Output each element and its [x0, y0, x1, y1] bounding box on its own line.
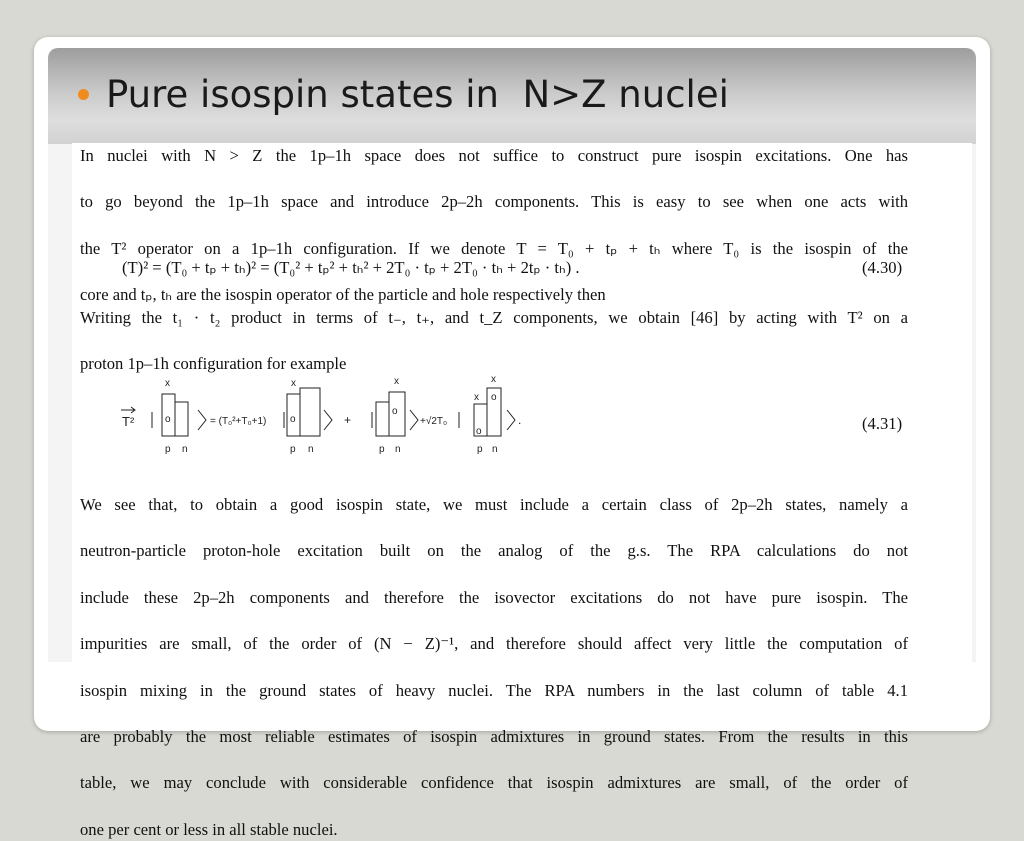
label-n: n — [395, 444, 401, 455]
label-n: n — [182, 444, 188, 455]
paragraph-line: proton 1p–1h configuration for example — [80, 354, 347, 374]
proton-box — [376, 402, 389, 436]
ket-bracket — [324, 410, 332, 430]
marker-o: o — [476, 426, 482, 437]
marker-x: x — [165, 378, 170, 389]
marker-x: x — [291, 378, 296, 389]
eq431-end: . — [518, 413, 522, 427]
ket-bracket — [410, 410, 418, 430]
equation-number-4-31: (4.31) — [862, 414, 903, 433]
label-p: p — [165, 444, 171, 455]
paragraph-line: one per cent or less in all stable nuclei. — [80, 819, 338, 839]
label-p: p — [290, 444, 296, 455]
marker-x: x — [394, 376, 399, 387]
paragraph-1 — [80, 144, 908, 306]
paragraph-line: are probably the most reliable estimates of isospin admixtures in ground states. From the results in this — [80, 727, 908, 747]
marker-x: x — [491, 374, 496, 385]
paragraph-line: include these 2p–2h components and therefore the isovector excitations do not have pure isospin. The — [80, 587, 908, 607]
eq431-term3-coeff: +√2T₀ — [420, 416, 448, 427]
eq431-term1-coeff: = (T₀²+T₀+1) — [210, 416, 267, 427]
marker-o: o — [290, 414, 296, 425]
paragraph-line: We see that, to obtain a good isospin state, we must include a certain class of 2p–2h states, namely a — [80, 495, 908, 514]
slide-title: Pure isospin states in N>Z nuclei — [106, 73, 729, 116]
equation-4-31-diagram — [118, 372, 538, 456]
neutron-box — [300, 388, 320, 436]
paragraph-line: table, we may conclude with considerable confidence that isospin admixtures are small, of the order of — [80, 773, 908, 793]
marker-o: o — [392, 406, 398, 417]
paragraph-line: impurities are small, of the order of (N − Z)⁻¹, and therefore should affect very little the computation of — [80, 634, 908, 654]
ket-bracket — [198, 410, 206, 430]
paragraph-line: isospin mixing in the ground states of heavy nuclei. The RPA numbers in the last column of table 4.1 — [80, 680, 908, 700]
neutron-box — [175, 402, 188, 436]
title-bullet-icon — [78, 89, 89, 100]
paragraph-3 — [80, 493, 908, 841]
marker-x: x — [474, 392, 479, 403]
paragraph-line: In nuclei with N > Z the 1p–1h space does not suffice to construct pure isospin excitations. One has — [80, 146, 908, 165]
paragraph-line: neutron-particle proton-hole excitation built on the analog of the g.s. The RPA calculations do not — [80, 541, 908, 561]
paragraph-line: core and tₚ, tₕ are the isospin operator of the particle and hole respectively then — [80, 285, 606, 305]
paragraph-line: Writing the t₁ · t₂ product in terms of t₋, t₊, and t_Z components, we obtain [46] by acting with T² on a — [80, 308, 908, 327]
paragraph-line: the T² operator on a 1p–1h configuration. If we denote T = T₀ + tₚ + tₕ where T₀ is the isospin of the — [80, 238, 908, 258]
label-p: p — [477, 444, 483, 455]
label-n: n — [492, 444, 498, 455]
equation-number-4-30: (4.30) — [862, 258, 903, 277]
eq431-lhs: T² — [122, 414, 135, 429]
label-n: n — [308, 444, 314, 455]
paragraph-line: to go beyond the 1p–1h space and introduce 2p–2h components. This is easy to see when one acts with — [80, 192, 908, 212]
marker-o: o — [491, 392, 497, 403]
marker-o: o — [165, 414, 171, 425]
equation-4-30: (T)² = (T₀ + tₚ + tₕ)² = (T₀² + tₚ² + tₕ² + 2T₀ · tₚ + 2T₀ · tₕ + 2tₚ · tₕ) . — [122, 258, 580, 277]
ket-bracket — [507, 410, 515, 430]
label-p: p — [379, 444, 385, 455]
eq431-plus: + — [344, 413, 352, 427]
paragraph-2 — [80, 306, 908, 376]
